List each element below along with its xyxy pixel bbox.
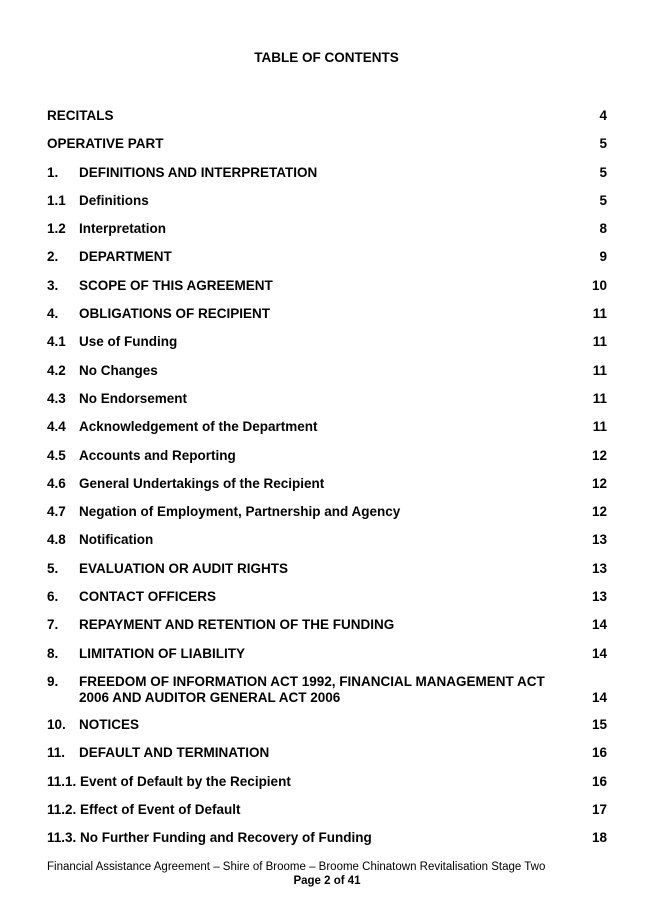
- toc-entry-page: 18: [591, 830, 607, 846]
- toc-entry-number: 1.2: [47, 221, 66, 237]
- toc-entry-number: 4.: [47, 306, 59, 322]
- toc-entry-page: 5: [599, 192, 607, 208]
- toc-entry-title: Acknowledgement of the Department: [79, 419, 318, 435]
- toc-entry-number: 4.6: [47, 475, 66, 491]
- toc-entry[interactable]: [47, 717, 607, 745]
- toc-entry-page: 11: [592, 419, 607, 435]
- toc-entry-title: Use of Funding: [79, 334, 178, 350]
- toc-entry-title: LIMITATION OF LIABILITY: [79, 645, 245, 661]
- toc-entry-title: DEPARTMENT: [79, 249, 172, 265]
- toc-entry-page: 5: [599, 136, 607, 152]
- toc-entry-number: 2.: [47, 249, 59, 265]
- toc-entry[interactable]: [47, 306, 607, 334]
- toc-entry[interactable]: [47, 532, 607, 560]
- toc-entry-title: OBLIGATIONS OF RECIPIENT: [79, 306, 271, 322]
- toc-entry[interactable]: [47, 334, 607, 362]
- toc-entry-number: 4.4: [47, 419, 66, 435]
- toc-entry-number: 4.5: [47, 447, 66, 463]
- toc-entry-title: OPERATIVE PART: [47, 136, 164, 152]
- toc-entry-page: 11: [592, 362, 607, 378]
- toc-entry-page: 14: [591, 617, 607, 633]
- toc-entry-title: FREEDOM OF INFORMATION ACT 1992, FINANCIAL MANAGEMENT ACT 2006 AND AUDITOR GENERAL ACT 2006: [79, 673, 545, 705]
- toc-entry-page: 13: [591, 589, 607, 605]
- toc-entry-title: Notification: [79, 532, 154, 548]
- toc-entry[interactable]: [47, 419, 607, 447]
- toc-entry[interactable]: [47, 830, 607, 858]
- toc-entry-page: 17: [591, 801, 607, 817]
- toc-entry-title: DEFINITIONS AND INTERPRETATION: [79, 164, 318, 180]
- toc-entry-page: 11: [592, 334, 607, 350]
- toc-entry-title: Interpretation: [79, 221, 167, 237]
- toc-entry[interactable]: [47, 774, 607, 802]
- toc-entry-title: Negation of Employment, Partnership and Agency: [79, 504, 401, 520]
- toc-entry-page: 10: [591, 277, 607, 293]
- toc-entry[interactable]: [47, 617, 607, 645]
- toc-entry-title: SCOPE OF THIS AGREEMENT: [79, 277, 273, 293]
- toc-entry-number: 9.: [47, 673, 59, 689]
- toc-entry-title: 11.1. Event of Default by the Recipient: [47, 773, 291, 789]
- toc-entry-title: RECITALS: [47, 108, 114, 123]
- toc-entry-page: 8: [599, 221, 607, 237]
- toc-entry-page: 4: [599, 108, 607, 123]
- toc-entry-title: 11.2. Effect of Event of Default: [47, 801, 241, 817]
- toc-entry-page: 5: [599, 164, 607, 180]
- toc-entry-page: 14: [591, 689, 607, 705]
- toc-entry-number: 4.1: [47, 334, 66, 350]
- toc-entry[interactable]: [47, 476, 607, 504]
- toc-list: [47, 108, 607, 858]
- toc-entry[interactable]: [47, 504, 607, 532]
- toc-entry[interactable]: [47, 193, 607, 221]
- toc-entry-number: 7.: [47, 617, 59, 633]
- toc-entry-page: 11: [592, 306, 607, 322]
- toc-entry[interactable]: [47, 646, 607, 674]
- toc-entry-title: CONTACT OFFICERS: [79, 589, 216, 605]
- toc-entry-title: No Changes: [79, 362, 158, 378]
- toc-entry-page: 9: [599, 249, 607, 265]
- toc-entry[interactable]: [47, 674, 607, 717]
- toc-entry-page: 13: [591, 560, 607, 576]
- toc-entry-page: 12: [591, 475, 607, 491]
- toc-entry[interactable]: [47, 448, 607, 476]
- toc-entry[interactable]: [47, 221, 607, 249]
- toc-entry-page: 11: [592, 390, 607, 406]
- page-footer: [47, 860, 607, 888]
- toc-entry[interactable]: [47, 165, 607, 193]
- toc-entry-number: 8.: [47, 645, 59, 661]
- toc-entry-number: 4.8: [47, 532, 66, 548]
- toc-entry[interactable]: [47, 249, 607, 277]
- toc-entry[interactable]: [47, 136, 607, 164]
- toc-entry[interactable]: [47, 108, 607, 136]
- footer-document-title: Financial Assistance Agreement – Shire of Broome – Broome Chinatown Revitalisation Stage Two: [47, 861, 546, 873]
- toc-entry-page: 12: [591, 447, 607, 463]
- toc-entry[interactable]: [47, 561, 607, 589]
- toc-entry-page: 12: [591, 504, 607, 520]
- toc-entry-title: No Endorsement: [79, 390, 188, 406]
- toc-entry[interactable]: [47, 745, 607, 773]
- toc-entry-title: EVALUATION OR AUDIT RIGHTS: [79, 560, 288, 576]
- toc-entry-page: 16: [591, 773, 607, 789]
- toc-entry-page: 16: [591, 745, 607, 761]
- toc-title: TABLE OF CONTENTS: [254, 50, 399, 65]
- toc-entry-title: Definitions: [79, 192, 149, 208]
- toc-entry-title: 11.3. No Further Funding and Recovery of Funding: [47, 830, 372, 846]
- toc-entry-number: 4.2: [47, 362, 66, 378]
- toc-entry-number: 6.: [47, 589, 59, 605]
- toc-entry-number: 5.: [47, 560, 59, 576]
- toc-entry[interactable]: [47, 802, 607, 830]
- toc-entry-number: 3.: [47, 277, 59, 293]
- toc-entry-page: 13: [591, 532, 607, 548]
- toc-entry-number: 10.: [47, 716, 66, 732]
- toc-entry-title: NOTICES: [79, 716, 140, 732]
- footer-page-number: Page 2 of 41: [293, 875, 361, 887]
- toc-entry-title: DEFAULT AND TERMINATION: [79, 745, 270, 761]
- toc-entry-number: 4.7: [47, 504, 66, 520]
- toc-entry[interactable]: [47, 391, 607, 419]
- toc-entry-page: 14: [591, 645, 607, 661]
- toc-entry-title: Accounts and Reporting: [79, 447, 236, 463]
- toc-entry-title: General Undertakings of the Recipient: [79, 475, 325, 491]
- toc-entry[interactable]: [47, 589, 607, 617]
- toc-entry-number: 4.3: [47, 390, 66, 406]
- toc-entry-number: 11.: [47, 745, 66, 761]
- toc-entry-page: 15: [591, 716, 607, 732]
- toc-entry[interactable]: [47, 363, 607, 391]
- toc-entry[interactable]: [47, 278, 607, 306]
- toc-entry-title: REPAYMENT AND RETENTION OF THE FUNDING: [79, 617, 395, 633]
- toc-entry-number: 1.: [47, 164, 59, 180]
- toc-entry-number: 1.1: [47, 192, 66, 208]
